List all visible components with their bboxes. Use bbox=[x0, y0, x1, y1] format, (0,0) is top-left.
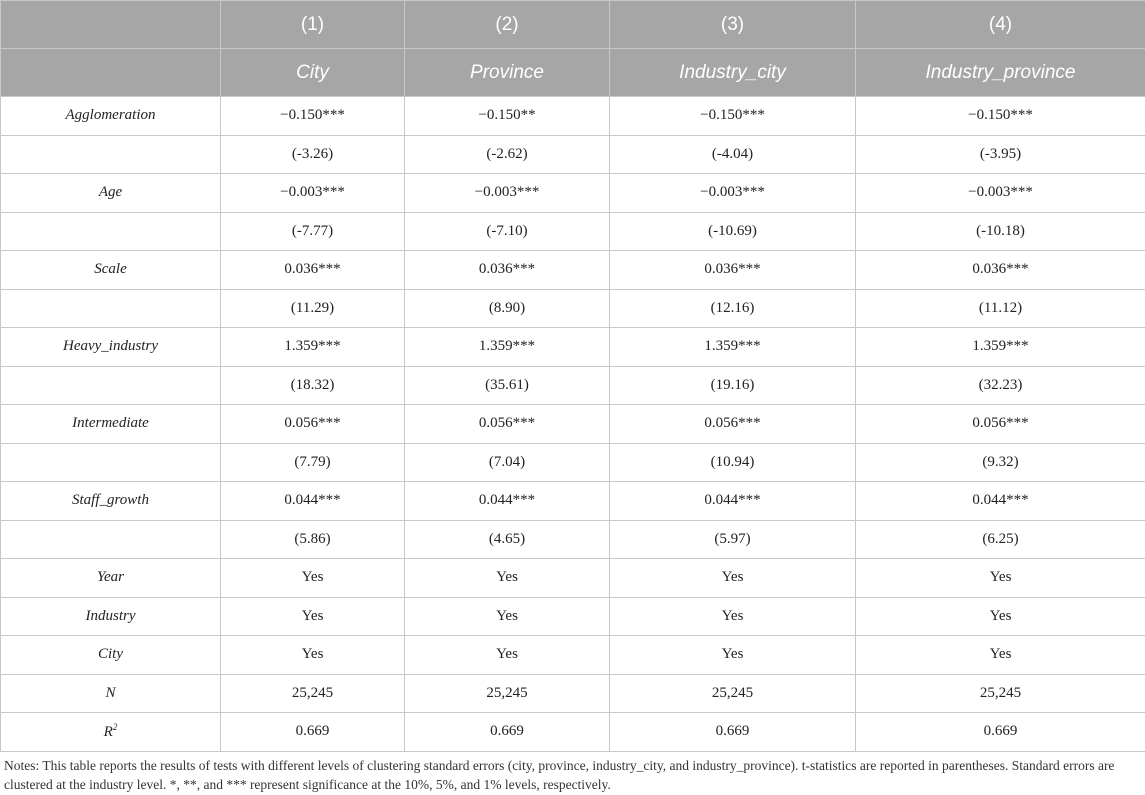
table-cell: Yes bbox=[405, 597, 610, 636]
column-number: (3) bbox=[610, 1, 856, 49]
table-body bbox=[1, 97, 1145, 752]
table-cell: 0.036*** bbox=[405, 251, 610, 290]
table-cell: (11.12) bbox=[856, 289, 1145, 328]
table-row bbox=[1, 366, 1145, 405]
table-cell: (7.79) bbox=[221, 443, 405, 482]
table-cell: 1.359*** bbox=[610, 328, 856, 367]
table-cell: (4.65) bbox=[405, 520, 610, 559]
header-corner bbox=[1, 49, 221, 97]
table-cell: 0.669 bbox=[405, 713, 610, 752]
row-label: Staff_growth bbox=[1, 482, 221, 521]
table-row bbox=[1, 482, 1145, 521]
row-label: Industry bbox=[1, 597, 221, 636]
row-label bbox=[1, 135, 221, 174]
table-row bbox=[1, 97, 1145, 136]
table-cell: (9.32) bbox=[856, 443, 1145, 482]
table-row bbox=[1, 328, 1145, 367]
table-row bbox=[1, 674, 1145, 713]
row-label: Agglomeration bbox=[1, 97, 221, 136]
table-cell: 0.044*** bbox=[221, 482, 405, 521]
table-row bbox=[1, 251, 1145, 290]
table-cell: 0.036*** bbox=[221, 251, 405, 290]
column-name: City bbox=[221, 49, 405, 97]
table-cell: (-7.10) bbox=[405, 212, 610, 251]
table-cell: (35.61) bbox=[405, 366, 610, 405]
column-number: (1) bbox=[221, 1, 405, 49]
table-cell: 25,245 bbox=[856, 674, 1145, 713]
table-cell: −0.150** bbox=[405, 97, 610, 136]
row-label: Year bbox=[1, 559, 221, 598]
table-cell: Yes bbox=[221, 636, 405, 675]
row-label: Intermediate bbox=[1, 405, 221, 444]
table-cell: −0.003*** bbox=[221, 174, 405, 213]
table-cell: 25,245 bbox=[610, 674, 856, 713]
table-header bbox=[1, 1, 1145, 97]
column-number: (4) bbox=[856, 1, 1145, 49]
table-cell: (10.94) bbox=[610, 443, 856, 482]
table-cell: 1.359*** bbox=[221, 328, 405, 367]
r-label: R bbox=[103, 724, 113, 741]
table-row bbox=[1, 405, 1145, 444]
table-row bbox=[1, 559, 1145, 598]
table-cell: 25,245 bbox=[221, 674, 405, 713]
table-cell: Yes bbox=[221, 559, 405, 598]
table-cell: (5.97) bbox=[610, 520, 856, 559]
table-cell: 0.044*** bbox=[610, 482, 856, 521]
row-label: Scale bbox=[1, 251, 221, 290]
table-cell: (18.32) bbox=[221, 366, 405, 405]
table-cell: (-4.04) bbox=[610, 135, 856, 174]
row-label: N bbox=[1, 674, 221, 713]
table-cell: Yes bbox=[856, 559, 1145, 598]
table-cell: (7.04) bbox=[405, 443, 610, 482]
table-cell: Yes bbox=[610, 597, 856, 636]
table-row bbox=[1, 174, 1145, 213]
table-cell: (-3.95) bbox=[856, 135, 1145, 174]
table-cell: (6.25) bbox=[856, 520, 1145, 559]
table-cell: 0.036*** bbox=[856, 251, 1145, 290]
table-cell: Yes bbox=[856, 597, 1145, 636]
table-cell: (32.23) bbox=[856, 366, 1145, 405]
table-cell: Yes bbox=[405, 559, 610, 598]
table-cell: −0.150*** bbox=[856, 97, 1145, 136]
row-label bbox=[1, 212, 221, 251]
header-row-numbers bbox=[1, 1, 1145, 49]
table-cell: Yes bbox=[610, 636, 856, 675]
table-row bbox=[1, 212, 1145, 251]
table-cell: −0.150*** bbox=[221, 97, 405, 136]
table-cell: −0.003*** bbox=[405, 174, 610, 213]
table-cell: (-10.18) bbox=[856, 212, 1145, 251]
table-cell: −0.150*** bbox=[610, 97, 856, 136]
row-label bbox=[1, 366, 221, 405]
column-name: Province bbox=[405, 49, 610, 97]
table-cell: −0.003*** bbox=[856, 174, 1145, 213]
table-cell: (-10.69) bbox=[610, 212, 856, 251]
table-cell: (8.90) bbox=[405, 289, 610, 328]
r-squared-superscript: 2 bbox=[112, 722, 118, 733]
column-name: Industry_province bbox=[856, 49, 1145, 97]
table-notes: Notes: This table reports the results of tests with different levels of clustering standard errors (city, province, industry_city, and industry_province). t-statistics are reported in parentheses. Standard errors are clustered at the industry level. *, **, and *** represent significance at the 10%, 5%, and 1% levels, respectively. bbox=[4, 758, 1115, 792]
table-row bbox=[1, 597, 1145, 636]
column-name: Industry_city bbox=[610, 49, 856, 97]
table-cell: 0.669 bbox=[610, 713, 856, 752]
table-cell: (-2.62) bbox=[405, 135, 610, 174]
table-cell: 0.056*** bbox=[405, 405, 610, 444]
table-cell: −0.003*** bbox=[610, 174, 856, 213]
table-cell: 0.056*** bbox=[221, 405, 405, 444]
table-cell: (12.16) bbox=[610, 289, 856, 328]
header-corner bbox=[1, 1, 221, 49]
header-row-names bbox=[1, 49, 1145, 97]
table-cell: (19.16) bbox=[610, 366, 856, 405]
table-cell: Yes bbox=[856, 636, 1145, 675]
column-number: (2) bbox=[405, 1, 610, 49]
table-cell: 0.056*** bbox=[610, 405, 856, 444]
table-cell: Yes bbox=[221, 597, 405, 636]
table-cell: Yes bbox=[610, 559, 856, 598]
table-cell: 1.359*** bbox=[405, 328, 610, 367]
table-cell: (-3.26) bbox=[221, 135, 405, 174]
table-cell: 0.669 bbox=[221, 713, 405, 752]
table-row bbox=[1, 713, 1145, 752]
table-cell: Yes bbox=[405, 636, 610, 675]
row-label-r-squared bbox=[1, 713, 221, 752]
row-label: City bbox=[1, 636, 221, 675]
row-label bbox=[1, 520, 221, 559]
table-cell: (11.29) bbox=[221, 289, 405, 328]
row-label: Heavy_industry bbox=[1, 328, 221, 367]
table-cell: 0.669 bbox=[856, 713, 1145, 752]
table-cell: 0.056*** bbox=[856, 405, 1145, 444]
table-row bbox=[1, 289, 1145, 328]
table-cell: 0.044*** bbox=[405, 482, 610, 521]
row-label bbox=[1, 443, 221, 482]
table-row bbox=[1, 443, 1145, 482]
table-cell: (-7.77) bbox=[221, 212, 405, 251]
row-label bbox=[1, 289, 221, 328]
table-row bbox=[1, 135, 1145, 174]
table-cell: 25,245 bbox=[405, 674, 610, 713]
table-cell: 0.036*** bbox=[610, 251, 856, 290]
table-row bbox=[1, 636, 1145, 675]
table-cell: (5.86) bbox=[221, 520, 405, 559]
row-label: Age bbox=[1, 174, 221, 213]
table-cell: 0.044*** bbox=[856, 482, 1145, 521]
table-cell: 1.359*** bbox=[856, 328, 1145, 367]
table-row bbox=[1, 520, 1145, 559]
